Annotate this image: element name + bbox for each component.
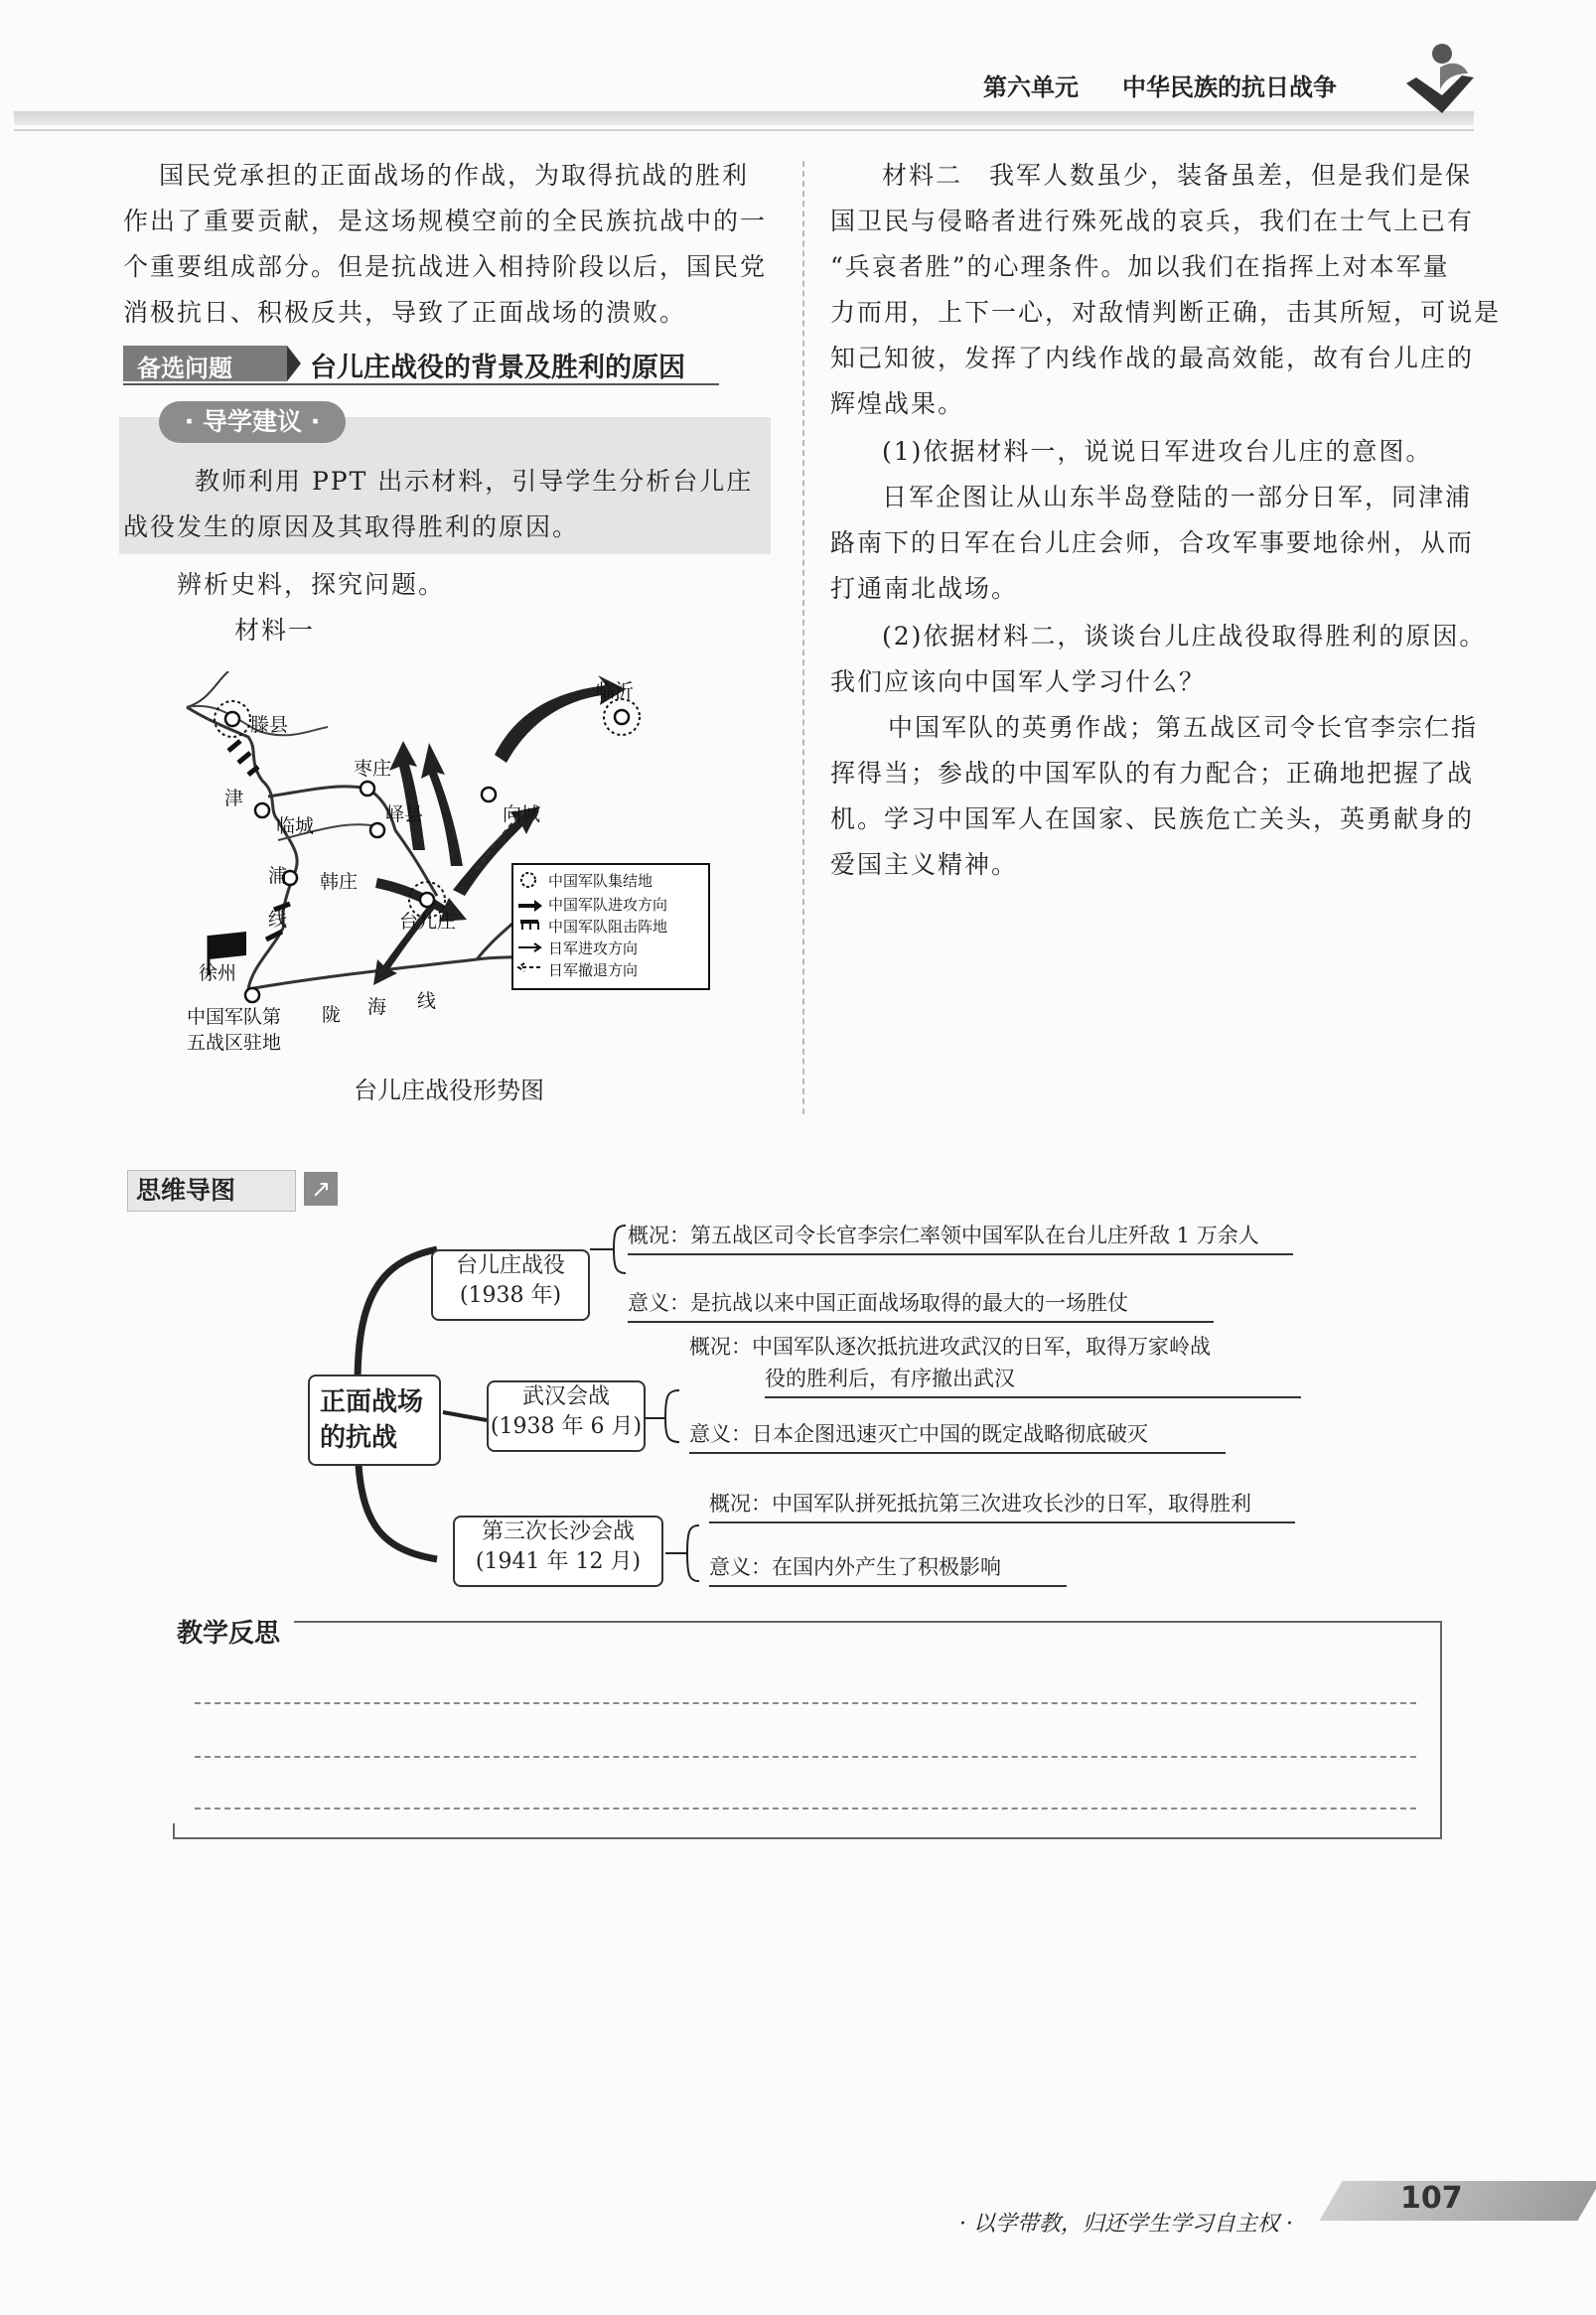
intro-line-3: 个重要组成部分。但是抗战进入相持阶段以后，国民党: [123, 252, 768, 281]
material-two-line-2: 国卫民与侵略者进行殊死战的哀兵，我们在士气上已有: [830, 207, 1475, 235]
label-xian2: 线: [417, 990, 437, 1012]
answer-two-line-1: 中国军队的英勇作战；第五战区司令长官李宗仁指: [888, 713, 1479, 742]
header-divider: [14, 129, 1474, 131]
legend-2: 中国军队进攻方向: [548, 896, 668, 914]
answer-two-line-4: 爱国主义精神。: [830, 850, 1019, 879]
answer-two-line-3: 机。学习中国军人在国家、民族危亡关头，英勇献身的: [830, 804, 1475, 833]
label-jin: 津: [224, 788, 244, 809]
changsha-summary: 概况：中国军队拼死抵抗第三次进攻长沙的日军，取得胜利: [709, 1488, 1295, 1523]
tips-line-2: 战役发生的原因及其取得胜利的原因。: [123, 512, 580, 541]
section-arrow-icon: [287, 346, 301, 381]
branch-wuhan-date: (1938 年 6 月): [490, 1414, 643, 1439]
question-two-line-2: 我们应该向中国军人学习什么？: [830, 667, 1207, 696]
material-two-line-5: 知己知彼，发挥了内线作战的最高效能，故有台儿庄的: [830, 344, 1475, 372]
material-two-line-1: 材料二 我军人数虽少，装备虽差，但是我们是保: [882, 161, 1473, 190]
legend-4: 日军进攻方向: [548, 940, 639, 957]
tips-line-1: 教师利用 PPT 出示材料，引导学生分析台儿庄: [195, 467, 754, 496]
intro-line-2: 作出了重要贡献，是这场规模空前的全民族抗战中的一: [123, 207, 768, 235]
branch-changsha-date: (1941 年 12 月): [475, 1549, 642, 1574]
label-lincheng: 临城: [276, 815, 315, 837]
label-xian: 线: [268, 909, 288, 931]
material-one-label: 材料一: [234, 616, 316, 645]
branch-wuhan-name: 武汉会战: [521, 1384, 610, 1409]
changsha-meaning: 意义：在国内外产生了积极影响: [709, 1551, 1067, 1587]
header-unit: 第六单元: [983, 73, 1079, 101]
label-zaozhuang: 枣庄: [354, 758, 392, 780]
reflection-line-2: [195, 1756, 1416, 1758]
material-two-line-4: 力而用，上下一心，对敌情判断正确，击其所短，可说是: [830, 298, 1502, 327]
label-taierzhuang: 台儿庄: [399, 911, 457, 933]
intro-line-1: 国民党承担的正面战场的作战，为取得抗战的胜利: [159, 161, 750, 190]
material-two-line-3: “兵哀者胜”的心理条件。加以我们在指挥上对本军量: [830, 252, 1450, 281]
branch-taierzhuang: [431, 1249, 590, 1321]
section-title: 台儿庄战役的背景及胜利的原因: [310, 353, 685, 383]
analysis-intro: 辨析史料，探究问题。: [177, 570, 446, 599]
answer-one-line-1: 日军企图让从山东半岛登陆的一部分日军，同津浦: [882, 483, 1473, 511]
reflection-frame: [294, 1621, 1442, 1839]
column-divider: [802, 161, 804, 1114]
reflection-line-1: [195, 1702, 1416, 1704]
taierzhuang-summary: 概况：第五战区司令长官李宗仁率领中国军队在台儿庄歼敌 1 万余人: [628, 1220, 1293, 1255]
wuhan-summary-1: 概况：中国军队逐次抵抗进攻武汉的日军，取得万家岭战: [689, 1335, 1211, 1359]
branch-changsha: [453, 1516, 663, 1587]
header-bar: [14, 111, 1474, 125]
branch-changsha-name: 第三次长沙会战: [481, 1519, 635, 1544]
header-title: 中华民族的抗日战争: [1122, 73, 1337, 101]
branch-wuhan: [487, 1380, 646, 1452]
wuhan-meaning: 意义：日本企图迅速灭亡中国的既定战略彻底破灭: [689, 1418, 1226, 1454]
label-hq-1: 中国军队第: [187, 1006, 282, 1028]
reflection-frame-bottom: [173, 1823, 1442, 1839]
label-xiangcheng: 向城: [503, 803, 541, 825]
wuhan-summary-2: 役的胜利后，有序撤出武汉: [765, 1363, 1301, 1398]
label-linyi: 临沂: [596, 680, 635, 702]
answer-one-line-2: 路南下的日军在台儿庄会师，合攻军事要地徐州，从而: [830, 528, 1475, 557]
branch-taierzhuang-name: 台儿庄战役: [455, 1253, 565, 1278]
branch-taierzhuang-date: (1938 年): [459, 1283, 562, 1308]
mindmap-root-line-1: 正面战场: [320, 1387, 424, 1417]
label-hai: 海: [367, 996, 387, 1018]
label-tengxian: 滕县: [250, 714, 289, 736]
mindmap-root: [308, 1375, 441, 1466]
tips-tag: · 导学建议 ·: [159, 401, 346, 443]
section-label: 备选问题: [137, 355, 232, 382]
section-underline: [123, 383, 719, 385]
taierzhuang-meaning: 意义：是抗战以来中国正面战场取得的最大的一场胜仗: [628, 1287, 1214, 1323]
legend-5: 日军撤退方向: [548, 961, 639, 979]
page-number: 107: [1400, 2181, 1463, 2216]
label-hanzhuang: 韩庄: [320, 871, 359, 893]
intro-line-4: 消极抗日、积极反共，导致了正面战场的溃败。: [123, 298, 687, 327]
logo-icon: [1402, 38, 1478, 117]
reflection-title: 教学反思: [177, 1619, 281, 1649]
mindmap-root-line-2: 的抗战: [320, 1423, 398, 1453]
answer-one-line-3: 打通南北战场。: [830, 574, 1019, 603]
arrow-icon: ↗: [304, 1172, 338, 1206]
answer-two-line-2: 挥得当；参战的中国军队的有力配合；正确地把握了战: [830, 759, 1475, 788]
label-xuzhou: 徐州: [199, 962, 237, 984]
question-two-line-1: (2)依据材料二，谈谈台儿庄战役取得胜利的原因。: [882, 622, 1487, 651]
label-pu: 浦: [268, 865, 288, 887]
mindmap-tag: 思维导图: [127, 1170, 296, 1212]
reflection-line-3: [195, 1808, 1416, 1809]
battle-map: [179, 671, 715, 1063]
question-one: (1)依据材料一，说说日军进攻台儿庄的意图。: [882, 437, 1433, 466]
label-yixian: 峄县: [385, 803, 424, 825]
label-hq-2: 五战区驻地: [187, 1032, 282, 1054]
map-legend: [512, 864, 709, 989]
legend-1: 中国军队集结地: [548, 872, 653, 890]
footer-slogan: · 以学带教，归还学生学习自主权 ·: [959, 2212, 1293, 2237]
material-two-line-6: 辉煌战果。: [830, 389, 965, 418]
label-long: 陇: [322, 1004, 342, 1026]
map-caption: 台儿庄战役形势图: [354, 1077, 544, 1104]
legend-3: 中国军队阻击阵地: [548, 918, 668, 936]
